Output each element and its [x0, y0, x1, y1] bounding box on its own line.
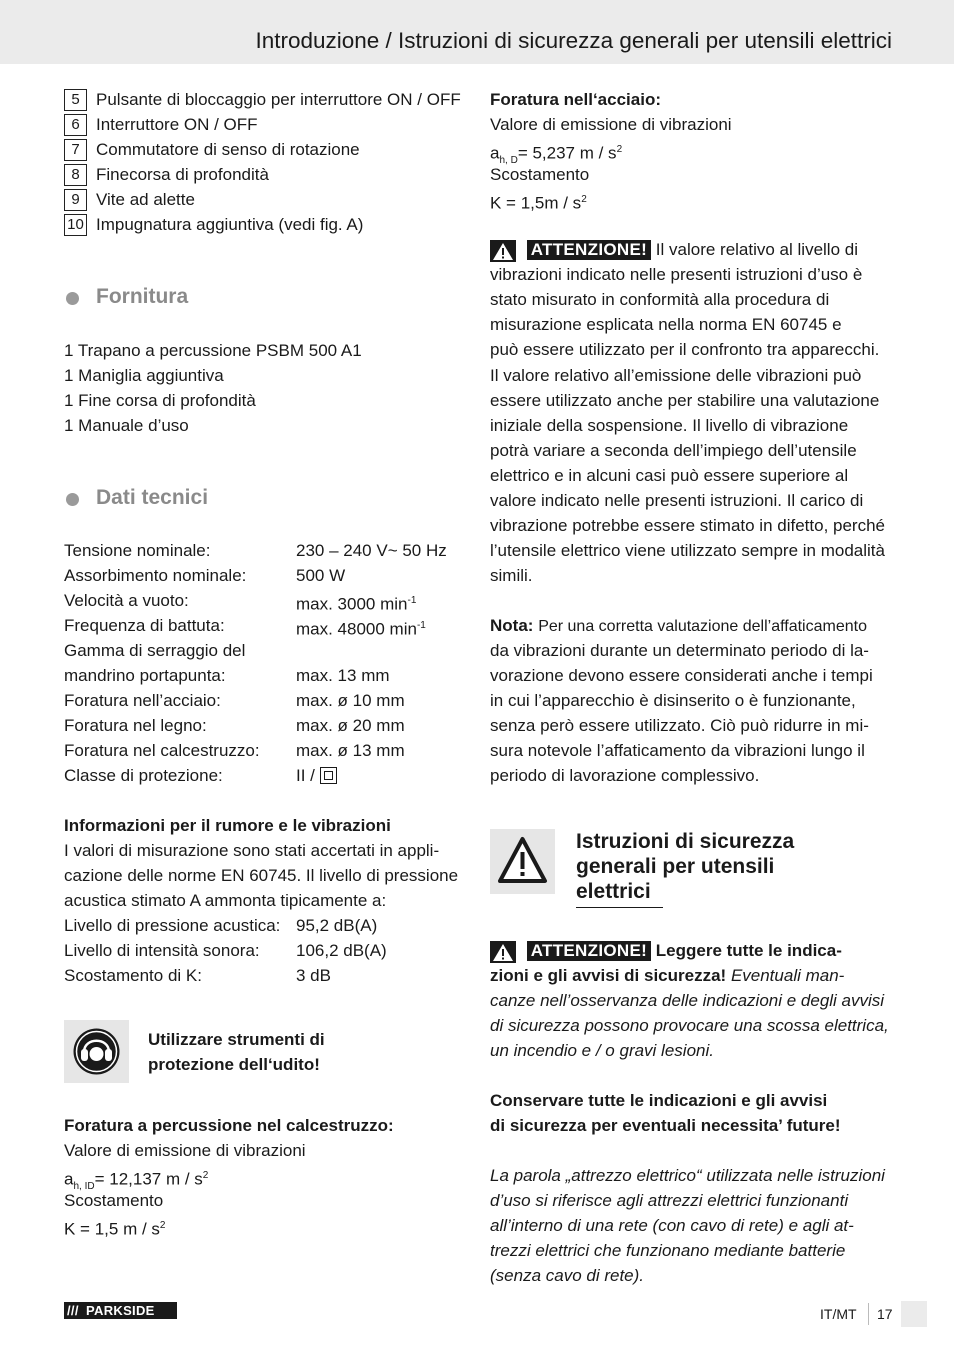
paragraph-line: Conservare tutte le indicazioni e gli avvisi: [490, 1091, 828, 1110]
brand-logo: [64, 1302, 177, 1319]
brand-name: PARKSIDE: [86, 1303, 155, 1318]
spec-label: Classe di protezione:: [64, 766, 223, 785]
value: K = 1,5m / s: [490, 193, 582, 213]
paragraph-line: Valore di emissione di vibrazioni: [64, 1141, 306, 1160]
paragraph-line: potrà variare a seconda dell’impiego dell’utensile: [490, 441, 857, 460]
warning-triangle-icon: [490, 829, 555, 894]
k-value: [64, 1213, 165, 1242]
paragraph-line: iniziale della sospensione. Il livello di vibrazione: [490, 416, 849, 435]
warning-second-line: [490, 963, 844, 988]
hearing-protection-icon: [64, 1020, 129, 1083]
list-item: 1 Manuale d’uso: [64, 416, 189, 435]
concrete-heading: Foratura a percussione nel calcestruzzo:: [64, 1116, 394, 1135]
title-line: generali per utensili: [576, 855, 775, 878]
part-label: Vite ad alette: [96, 190, 195, 209]
warning-triangle-icon: [490, 240, 516, 262]
hearing-protection-icon-box: [64, 1020, 129, 1083]
noise-label: Livello di intensità sonora:: [64, 941, 260, 960]
superscript: 2: [159, 1220, 166, 1231]
paragraph-line: I valori di misurazione sono stati accertati in appli-: [64, 841, 440, 860]
page-number: 17: [877, 1306, 893, 1322]
spec-unit-exponent: -1: [416, 620, 426, 631]
spec-label: Foratura nel calcestruzzo:: [64, 741, 260, 760]
list-item: 1 Maniglia aggiuntiva: [64, 366, 224, 385]
value: = 12,137 m / s: [94, 1169, 203, 1189]
hearing-text-line: protezione dell‘udito!: [148, 1055, 320, 1074]
part-number: 10: [64, 214, 87, 236]
superscript: 2: [616, 144, 623, 155]
paragraph-line: all’interno di una rete (con cavo di rete) e agli at-: [490, 1216, 854, 1235]
bullet-icon: [66, 292, 79, 305]
noise-value: 95,2 dB(A): [296, 916, 378, 935]
part-label: Pulsante di bloccaggio per interruttore ON / OFF: [96, 90, 461, 109]
paragraph-line: vorazione devono essere considerati anche i tempi: [490, 666, 873, 685]
paragraph-line: Scostamento: [490, 165, 590, 184]
paragraph-line: Scostamento: [64, 1191, 164, 1210]
brand-slashes: ///: [67, 1303, 79, 1318]
attention-badge: ATTENZIONE!: [527, 240, 651, 260]
k-value: [490, 187, 587, 216]
spec-value: max. ø 10 mm: [296, 691, 405, 710]
paragraph-line: senza però essere utilizzato. Ciò può ridurre in mi-: [490, 716, 869, 735]
part-number: 5: [64, 89, 87, 111]
superscript: 2: [581, 194, 587, 205]
paragraph-line: simili.: [490, 566, 533, 585]
page-title: Introduzione / Istruzioni di sicurezza generali per utensili elettrici: [255, 28, 892, 53]
footer-language: IT/MT: [820, 1306, 857, 1322]
value: K = 1,5 m / s: [64, 1219, 160, 1239]
paragraph-line: da vibrazioni durante un determinato periodo di la-: [490, 641, 869, 660]
symbol: a: [490, 143, 500, 163]
spec-label: Foratura nell’acciaio:: [64, 691, 221, 710]
title-line: elettrici: [576, 880, 651, 903]
spec-label: Tensione nominale:: [64, 541, 211, 560]
spec-value: max. 13 mm: [296, 666, 390, 685]
subscript: h, D: [499, 155, 518, 167]
footer-divider: [868, 1303, 869, 1325]
warning-first-line: [490, 938, 842, 963]
value: = 5,237 m / s: [517, 143, 617, 163]
part-number: 9: [64, 189, 87, 211]
title-line: Istruzioni di sicurezza: [576, 830, 795, 853]
spec-value: 500 W: [296, 566, 346, 585]
spec-label: Gamma di serraggio del: [64, 641, 246, 660]
attention-badge: ATTENZIONE!: [527, 941, 651, 961]
noise-value: 3 dB: [296, 966, 331, 985]
paragraph-line: essere utilizzato anche per stabilire una valutazione: [490, 391, 880, 410]
spec-unit-exponent: -1: [407, 595, 417, 606]
spec-value: 230 – 240 V~ 50 Hz: [296, 541, 447, 560]
part-number: 8: [64, 164, 87, 186]
superscript: 2: [202, 1170, 209, 1181]
paragraph-line: canze nell’osservanza delle indicazioni e degli avvisi: [490, 991, 885, 1010]
footer-tab: [901, 1301, 927, 1327]
paragraph-line: di sicurezza possono provocare una scossa elettrica,: [490, 1016, 889, 1035]
noise-label: Scostamento di K:: [64, 966, 202, 985]
part-number: 6: [64, 114, 87, 136]
section-heading-fornitura: Fornitura: [96, 285, 189, 308]
title-underline: [576, 907, 663, 908]
spec-label: mandrino portapunta:: [64, 666, 226, 685]
paragraph-line: in cui l’apparecchio è disinserito o è funzionante,: [490, 691, 856, 710]
paragraph-line: l’utensile elettrico viene utilizzato sempre in modalità: [490, 541, 885, 560]
paragraph-line: cazione delle norme EN 60745. Il livello di pressione: [64, 866, 459, 885]
paragraph-line: vibrazione potrebbe essere stimato in difetto, perché: [490, 516, 886, 535]
spec-value: max. 3000 min: [296, 594, 408, 614]
paragraph-line: Valore di emissione di vibrazioni: [490, 115, 732, 134]
safety-section-title: [576, 829, 794, 904]
spec-label: Assorbimento nominale:: [64, 566, 247, 585]
paragraph-line: elettrico e in alcuni casi può essere superiore al: [490, 466, 849, 485]
spec-value-row: [296, 613, 426, 642]
paragraph-line: di sicurezza per eventuali necessita’ future!: [490, 1116, 841, 1135]
paragraph-line: d’uso si riferisce agli attrezzi elettrici funzionanti: [490, 1191, 849, 1210]
section-heading-dati-tecnici: Dati tecnici: [96, 486, 209, 509]
subscript: h, ID: [73, 1181, 95, 1193]
symbol: a: [64, 1169, 74, 1189]
warning-bold-text: zioni e gli avvisi di sicurezza!: [490, 966, 727, 985]
spec-label: Frequenza di battuta:: [64, 616, 225, 635]
paragraph-line: (senza cavo di rete).: [490, 1266, 645, 1285]
part-label: Commutatore di senso di rotazione: [96, 140, 360, 159]
paragraph-line: stato misurato in conformità alla procedura di: [490, 290, 830, 309]
noise-heading: Informazioni per il rumore e le vibrazioni: [64, 816, 391, 835]
paragraph-line: La parola „attrezzo elettrico“ utilizzata nelle istruzioni: [490, 1166, 885, 1185]
warning-text: Il valore relativo al livello di: [655, 240, 858, 259]
warning-italic-text: Eventuali man-: [730, 966, 845, 985]
paragraph-line: misurazione esplicata nella norma EN 60745 e: [490, 315, 842, 334]
part-label: Impugnatura aggiuntiva (vedi fig. A): [96, 215, 364, 234]
spec-value-row: [296, 763, 337, 788]
part-number: 7: [64, 139, 87, 161]
paragraph-line: periodo di lavorazione complessivo.: [490, 766, 760, 785]
warning-triangle-icon: [490, 941, 516, 963]
paragraph-line: un incendio e / o gravi lesioni.: [490, 1041, 714, 1060]
safety-warning-icon-box: [490, 829, 555, 894]
paragraph-line: trezzi elettrici che funzionano mediante batterie: [490, 1241, 846, 1260]
spec-label: Foratura nel legno:: [64, 716, 207, 735]
paragraph-line: può essere utilizzato per il confronto tra apparecchi.: [490, 340, 880, 359]
list-item: 1 Trapano a percussione PSBM 500 A1: [64, 341, 362, 360]
spec-value: max. 48000 min: [296, 619, 417, 639]
warning-first-line: [490, 237, 858, 262]
spec-label: Velocità a vuoto:: [64, 591, 189, 610]
paragraph-line: valore indicato nelle presenti istruzioni. Il carico di: [490, 491, 864, 510]
note-text: Per una corretta valutazione dell’affaticamento: [538, 618, 867, 635]
spec-value: max. ø 20 mm: [296, 716, 405, 735]
spec-value: max. ø 13 mm: [296, 741, 405, 760]
part-label: Interruttore ON / OFF: [96, 115, 258, 134]
note-label: Nota:: [490, 616, 534, 635]
protection-class-ii-icon: [320, 767, 337, 784]
bullet-icon: [66, 493, 79, 506]
noise-label: Livello di pressione acustica:: [64, 916, 281, 935]
steel-heading: Foratura nell‘acciaio:: [490, 90, 661, 109]
warning-bold-text: Leggere tutte le indica-: [655, 941, 842, 960]
hearing-text-line: Utilizzare strumenti di: [148, 1030, 325, 1049]
paragraph-line: vibrazioni indicato nelle presenti istruzioni d’uso è: [490, 265, 863, 284]
noise-value: 106,2 dB(A): [296, 941, 387, 960]
paragraph-line: Il valore relativo all’emissione delle vibrazioni può: [490, 366, 862, 385]
paragraph-line: sura notevole l’affaticamento da vibrazioni lungo il: [490, 741, 865, 760]
paragraph-line: acustica stimato A ammonta tipicamente a:: [64, 891, 387, 910]
note-first-line: [490, 613, 867, 639]
part-label: Finecorsa di profondità: [96, 165, 269, 184]
list-item: 1 Fine corsa di profondità: [64, 391, 256, 410]
spec-value: II /: [296, 766, 320, 785]
